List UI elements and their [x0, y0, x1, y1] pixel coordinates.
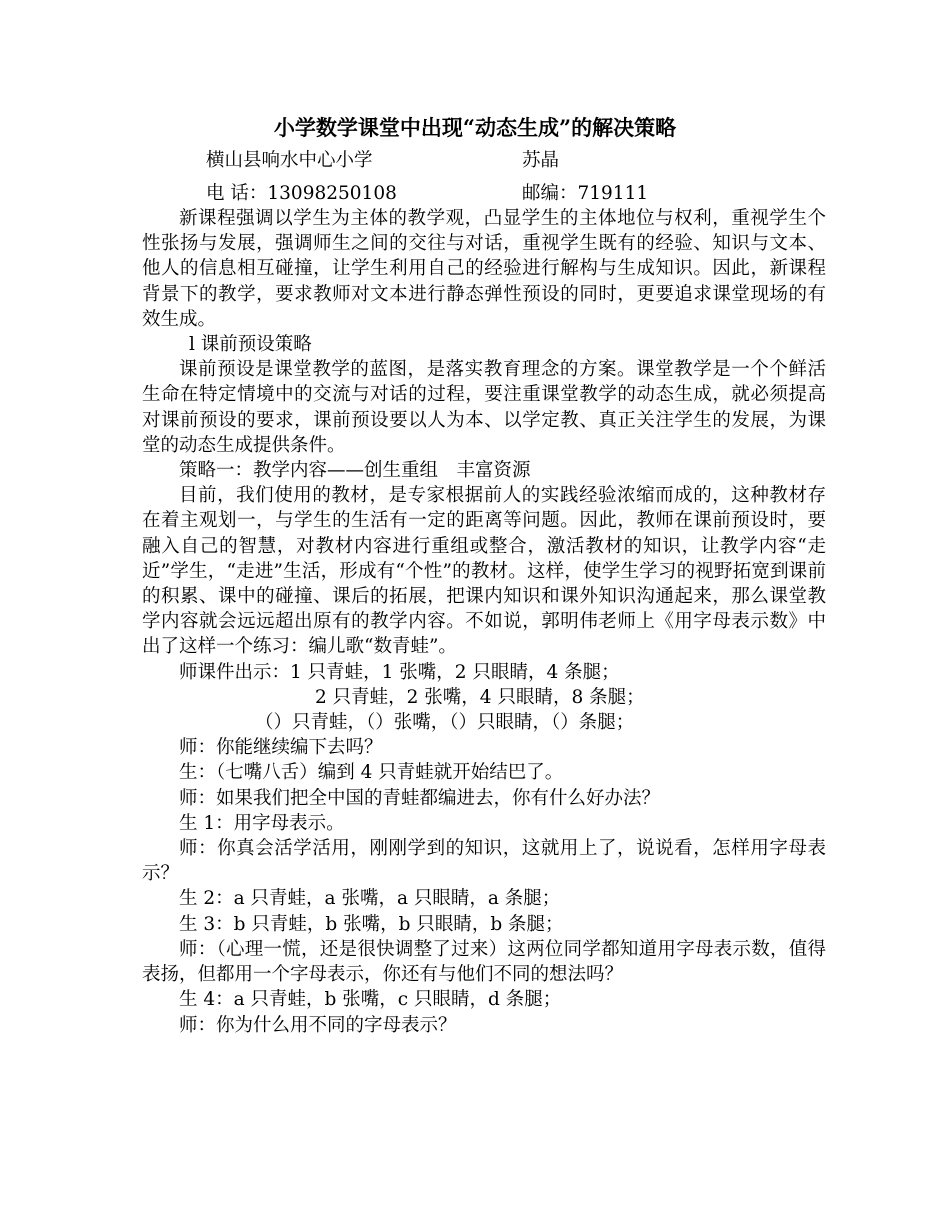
dialogue-line: 生 1：用字母表示。 [179, 812, 345, 834]
author-school: 横山县响水中心小学 [206, 150, 373, 171]
dialogue-line: （）只青蛙，（）张嘴，（）只眼睛，（）条腿； [255, 712, 635, 734]
document-body [142, 206, 826, 1038]
dialogue-line: 师课件出示：1 只青蛙，1 张嘴，2 只眼睛，4 条腿； [179, 661, 620, 683]
dialogue-line: 师：你真会活学活用，刚刚学到的知识，这就用上了，说说看，怎样用字母表示？ [142, 838, 826, 885]
paragraph: 新课程强调以学生为主体的教学观，凸显学生的主体地位与权利，重视学生个性张扬与发展，强调师生之间的交往与对话，重视学生既有的经验、知识与文本、他人的信息相互碰撞，让学生利用自己的经验进行解构与生成知识。因此，新课程背景下的教学，要求教师对文本进行静态弹性预设的同时，更要追求课堂现场的有效生成。 [142, 208, 826, 330]
dialogue-line: 生 4：a 只青蛙，b 张嘴，c 只眼睛，d 条腿； [179, 989, 562, 1011]
dialogue-line: 2 只青蛙，2 张嘴，4 只眼睛，8 条腿； [315, 686, 645, 708]
document-title: 小学数学课堂中出现“动态生成”的解决策略 [273, 115, 677, 140]
dialogue-line: 生：（七嘴八舌）编到 4 只青蛙就开始结巴了。 [179, 762, 564, 784]
dialogue-line: 生 3：b 只青蛙，b 张嘴，b 只眼睛，b 条腿； [179, 913, 564, 935]
dialogue-line: 师：你能继续编下去吗？ [179, 737, 383, 759]
dialogue-line: 生 2：a 只青蛙，a 张嘴，a 只眼睛，a 条腿； [179, 888, 561, 910]
dialogue-line: 师：你为什么用不同的字母表示？ [179, 1014, 457, 1036]
dialogue-line: 师：如果我们把全中国的青蛙都编进去，你有什么好办法？ [179, 787, 661, 809]
dialogue-line: 师：（心理一慌，还是很快调整了过来）这两位同学都知道用字母表示数，值得表扬，但都用一个字母表示，你还有与他们不同的想法吗？ [142, 938, 826, 986]
author-postcode: 邮编：719111 [522, 183, 649, 204]
author-phone: 电 话：13098250108 [206, 183, 397, 204]
section-heading: l 课前预设策略 [189, 334, 312, 356]
strategy-heading: 策略一：教学内容——创生重组 丰富资源 [179, 460, 531, 482]
paragraph: 目前，我们使用的教材，是专家根据前人的实践经验浓缩而成的，这种教材存在着主观划一，与学生的生活有一定的距离等问题。因此，教师在课前预设时，要融入自己的智慧，对教材内容进行重组或整合，激活教材的知识，让教学内容“走近”学生，“走进”生活，形成有“个性”的教材。这样，使学生学习的视野拓宽到课前的积累、课中的碰撞、课后的拓展，把课内知识和课外知识沟通起来，那么课堂教学内容就会远远超出原有的教学内容。不如说，郭明伟老师上《用字母表示数》中出了这样一个练习：编儿歌“数青蛙”。 [142, 485, 826, 658]
author-name: 苏晶 [522, 150, 560, 171]
paragraph: 课前预设是课堂教学的蓝图，是落实教育理念的方案。课堂教学是一个个鲜活生命在特定情境中的交流与对话的过程，要注重课堂教学的动态生成，就必须提高对课前预设的要求，课前预设要以人为本、以学定教、真正关注学生的发展，为课堂的动态生成提供条件。 [142, 359, 826, 456]
